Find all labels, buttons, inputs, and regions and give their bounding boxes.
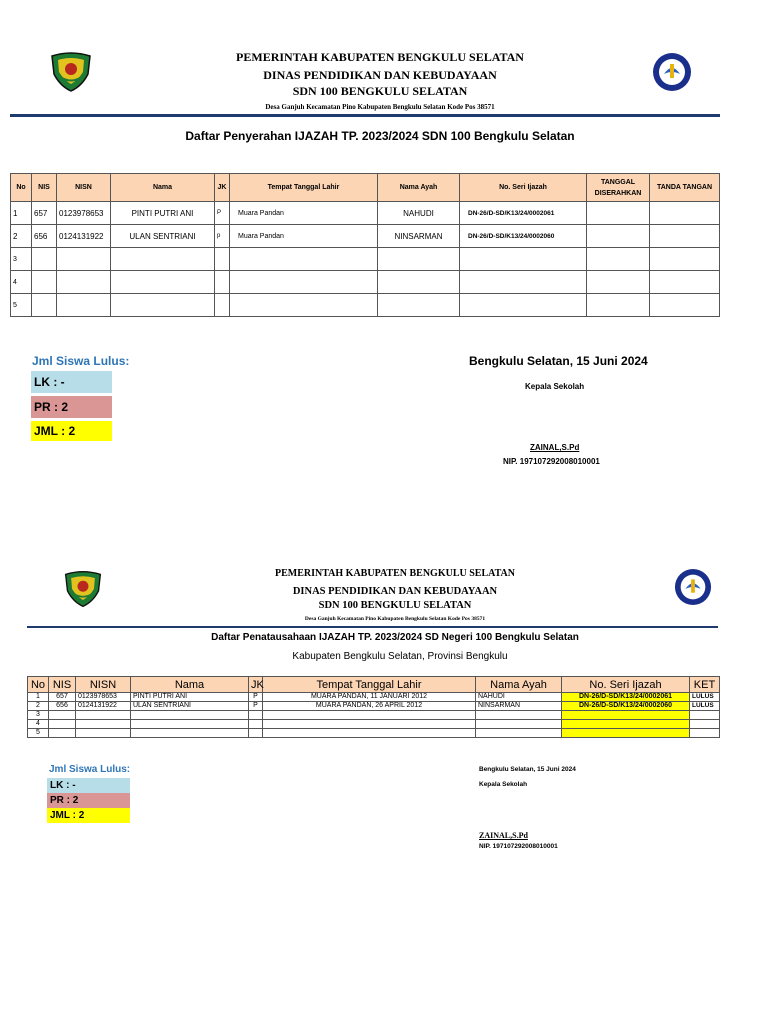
cell-serial: DN-26/D-SD/K13/24/0002061 (562, 693, 690, 702)
cell-gender (215, 271, 230, 294)
column-header: Nama Ayah (476, 677, 562, 693)
cell-father (476, 720, 562, 729)
summary-jml: JML : 2 (47, 808, 130, 823)
government-heading: PEMERINTAH KABUPATEN BENGKULU SELATAN (275, 568, 515, 579)
cell-gender (249, 720, 263, 729)
cell-no: 1 (28, 693, 49, 702)
column-header: TANGGAL DISERAHKAN (587, 174, 650, 202)
department-heading: DINAS PENDIDIKAN DAN KEBUDAYAAN (292, 586, 498, 597)
cell-birth: Muara Pandan (230, 202, 378, 225)
cell-no: 4 (11, 271, 32, 294)
cell-gender (215, 248, 230, 271)
table-row (11, 271, 720, 294)
cell-signature (650, 225, 720, 248)
cell-nisn (57, 294, 111, 317)
cell-name (111, 294, 215, 317)
column-header: NISN (57, 174, 111, 202)
cell-father: NINSARMAN (476, 702, 562, 711)
school-address: Desa Ganjuh Kecamatan Pino Kabupaten Bengkulu Selatan Kode Pos 38571 (265, 103, 495, 111)
cell-no: 1 (11, 202, 32, 225)
cell-signature (650, 271, 720, 294)
table-row (28, 693, 720, 702)
column-header: No (11, 174, 32, 202)
cell-nis (49, 729, 76, 738)
cell-gender: P (249, 702, 263, 711)
column-header: No. Seri Ijazah (460, 174, 587, 202)
cell-serial (562, 729, 690, 738)
cell-status (690, 720, 720, 729)
cell-nisn (76, 729, 131, 738)
table-row (11, 294, 720, 317)
principal-position: Kepala Sekolah (525, 382, 585, 391)
cell-birth (263, 720, 476, 729)
department-heading: DINAS PENDIDIKAN DAN KEBUDAYAAN (263, 68, 497, 82)
table-row (28, 702, 720, 711)
cell-serial (562, 720, 690, 729)
administration-table (27, 676, 720, 738)
table-row (28, 711, 720, 720)
cell-birth (230, 294, 378, 317)
cell-name (131, 729, 249, 738)
cell-name (131, 711, 249, 720)
cell-father (476, 729, 562, 738)
cell-nis: 656 (49, 702, 76, 711)
cell-date (587, 294, 650, 317)
cell-nisn: 0123978653 (57, 202, 111, 225)
cell-name (111, 248, 215, 271)
summary-title: Jml Siswa Lulus: (32, 354, 130, 368)
column-header: Tempat Tanggal Lahir (230, 174, 378, 202)
table-row (11, 225, 720, 248)
column-header: KET (690, 677, 720, 693)
document-title: Daftar Penyerahan IJAZAH TP. 2023/2024 SDN 100 Bengkulu Selatan (185, 129, 575, 143)
letterhead-divider (27, 626, 718, 628)
school-heading: SDN 100 BENGKULU SELATAN (292, 84, 468, 98)
cell-no: 3 (28, 711, 49, 720)
regency-emblem-icon (62, 570, 104, 608)
cell-serial: DN-26/D-SD/K13/24/0002060 (460, 225, 587, 248)
cell-no: 5 (11, 294, 32, 317)
column-header: Tempat Tanggal Lahir (263, 677, 476, 693)
cell-nis (49, 720, 76, 729)
cell-date (587, 202, 650, 225)
cell-nisn: 0124131922 (76, 702, 131, 711)
cell-gender (249, 711, 263, 720)
cell-no: 4 (28, 720, 49, 729)
column-header: NISN (76, 677, 131, 693)
tut-wuri-handayani-icon (652, 52, 692, 92)
table-row (11, 248, 720, 271)
cell-nis (49, 711, 76, 720)
cell-serial (562, 711, 690, 720)
column-header: Nama (131, 677, 249, 693)
cell-father (378, 271, 460, 294)
cell-birth (230, 271, 378, 294)
column-header: JK (215, 174, 230, 202)
column-header: NIS (49, 677, 76, 693)
cell-serial: DN-26/D-SD/K13/24/0002060 (562, 702, 690, 711)
school-heading: SDN 100 BENGKULU SELATAN (318, 600, 472, 611)
tut-wuri-handayani-icon (674, 568, 712, 606)
cell-status: LULUS (690, 693, 720, 702)
cell-nis (32, 248, 57, 271)
regency-emblem-icon (48, 52, 94, 92)
cell-no: 2 (11, 225, 32, 248)
place-date: Bengkulu Selatan, 15 Juni 2024 (479, 766, 576, 773)
cell-no: 3 (11, 248, 32, 271)
cell-name: PINTI PUTRI ANI (131, 693, 249, 702)
cell-father: NAHUDI (476, 693, 562, 702)
cell-gender (215, 294, 230, 317)
cell-nisn: 0123978653 (76, 693, 131, 702)
summary-pr: PR : 2 (47, 793, 130, 808)
cell-father (378, 248, 460, 271)
cell-serial (460, 294, 587, 317)
table-row (11, 202, 720, 225)
cell-no: 5 (28, 729, 49, 738)
cell-nisn (76, 720, 131, 729)
cell-father: NINSARMAN (378, 225, 460, 248)
document-subtitle: Kabupaten Bengkulu Selatan, Provinsi Bengkulu (292, 651, 508, 662)
cell-serial (460, 271, 587, 294)
cell-serial: DN-26/D-SD/K13/24/0002061 (460, 202, 587, 225)
cell-date (587, 248, 650, 271)
cell-signature (650, 248, 720, 271)
summary-lk: LK : - (47, 778, 130, 793)
cell-gender: P (215, 202, 230, 225)
cell-birth: Muara Pandan (230, 225, 378, 248)
cell-name (111, 271, 215, 294)
table-header-row (28, 677, 720, 693)
summary-title: Jml Siswa Lulus: (49, 764, 131, 775)
document-title: Daftar Penatausahaan IJAZAH TP. 2023/2024 SD Negeri 100 Bengkulu Selatan (211, 632, 579, 643)
cell-father (476, 711, 562, 720)
principal-nip: NIP. 197107292008010001 (479, 843, 558, 850)
table-header-row (11, 174, 720, 202)
cell-birth (263, 729, 476, 738)
cell-date (587, 225, 650, 248)
principal-position: Kepala Sekolah (479, 781, 528, 788)
cell-date (587, 271, 650, 294)
letterhead-divider (10, 114, 720, 117)
government-heading: PEMERINTAH KABUPATEN BENGKULU SELATAN (236, 50, 524, 64)
cell-status: LULUS (690, 702, 720, 711)
place-date: Bengkulu Selatan, 15 Juni 2024 (469, 354, 648, 368)
cell-nisn (57, 248, 111, 271)
cell-father: NAHUDI (378, 202, 460, 225)
cell-signature (650, 202, 720, 225)
cell-birth (230, 248, 378, 271)
cell-status (690, 729, 720, 738)
cell-father (378, 294, 460, 317)
cell-nisn (57, 271, 111, 294)
summary-jml: JML : 2 (31, 421, 112, 441)
cell-gender (249, 729, 263, 738)
column-header: Nama (111, 174, 215, 202)
principal-name: ZAINAL,S.Pd (479, 831, 528, 840)
cell-nisn: 0124131922 (57, 225, 111, 248)
column-header: Nama Ayah (378, 174, 460, 202)
cell-name (131, 720, 249, 729)
cell-nis (32, 294, 57, 317)
cell-nis: 656 (32, 225, 57, 248)
column-header: NIS (32, 174, 57, 202)
table-row (28, 720, 720, 729)
cell-birth: MUARA PANDAN, 26 APRIL 2012 (263, 702, 476, 711)
column-header: No. Seri Ijazah (562, 677, 690, 693)
principal-nip: NIP. 197107292008010001 (503, 457, 600, 466)
cell-nis: 657 (32, 202, 57, 225)
cell-status (690, 711, 720, 720)
principal-name: ZAINAL,S.Pd (530, 443, 580, 452)
cell-signature (650, 294, 720, 317)
column-header: TANDA TANGAN (650, 174, 720, 202)
column-header: JK (249, 677, 263, 693)
cell-serial (460, 248, 587, 271)
cell-nisn (76, 711, 131, 720)
column-header: No (28, 677, 49, 693)
cell-name: ULAN SENTRIANI (131, 702, 249, 711)
school-address: Desa Ganjuh Kecamatan Pino Kabupaten Bengkulu Selatan Kode Pos 38571 (304, 616, 486, 622)
cell-name: ULAN SENTRIANI (111, 225, 215, 248)
cell-name: PINTI PUTRI ANI (111, 202, 215, 225)
summary-lk: LK : - (31, 371, 112, 393)
cell-gender: P (249, 693, 263, 702)
cell-nis: 657 (49, 693, 76, 702)
cell-no: 2 (28, 702, 49, 711)
cell-gender: p (215, 225, 230, 248)
cell-birth (263, 711, 476, 720)
handover-table (10, 173, 720, 317)
summary-pr: PR : 2 (31, 396, 112, 418)
cell-birth: MUARA PANDAN, 11 JANUARI 2012 (263, 693, 476, 702)
table-row (28, 729, 720, 738)
cell-nis (32, 271, 57, 294)
